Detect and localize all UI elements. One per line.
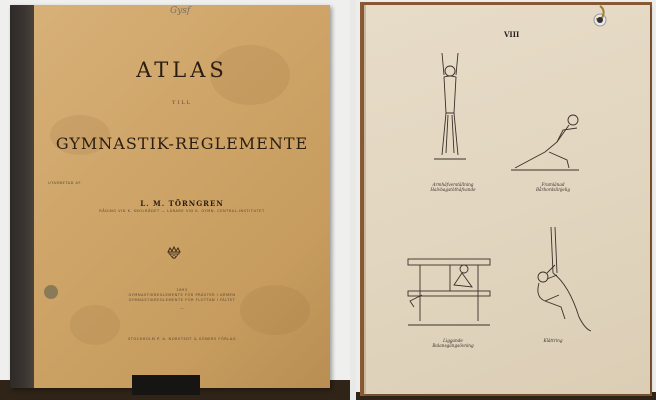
figure-apparatus [402,255,497,330]
plate-number: VIII [504,30,520,39]
cover-pub-line: GYMNASTIKREGLEMENTE FÖR FLOTTAN I FÄLTET [128,298,236,302]
cover-pub-line: 1893 [176,288,188,292]
figure-caption: Klättring [543,338,563,343]
handwritten-note: Gysf [170,6,191,16]
plate-page [364,5,650,394]
shelf-label [132,375,200,395]
figure-caption: Framlänad Bårbordslinjelig [535,182,571,193]
cover-publisher: STOCKHOLM P. A. NORSTEDT & SÖNERS FÖRLAG [128,337,236,341]
cover-pub-line: GYMNASTIKREGLEMENTE FÖR PRÄSTER I ARMEN [128,293,236,297]
crown-emblem-icon [165,245,183,263]
figure-rope-climb [525,225,595,335]
cover-pub-line: — [179,306,185,310]
figure-caption: Liggande Balansgångsövning [432,338,474,349]
cover-author-role: RÅDING VID K. SKOLRÅDET — LÄRARE VID K. GYMN. CENTRAL-INSTITUTET [99,209,265,213]
cover-title: ATLAS [136,58,228,82]
figure-caption: Armhäfverställning Halvbagstöthäfvande [430,182,476,193]
binder-ring-icon [592,4,608,28]
cover-prepared-by: UTARBETAD AF [48,181,82,185]
cover-author: L. M. TÖRNGREN [140,199,224,208]
cover-connector: TILL [172,100,192,106]
book-spine [10,5,34,388]
cover-subtitle: GYMNASTIK-REGLEMENTE [55,134,309,153]
figure-lunge [505,110,590,175]
figure-arms-raised [420,45,480,170]
